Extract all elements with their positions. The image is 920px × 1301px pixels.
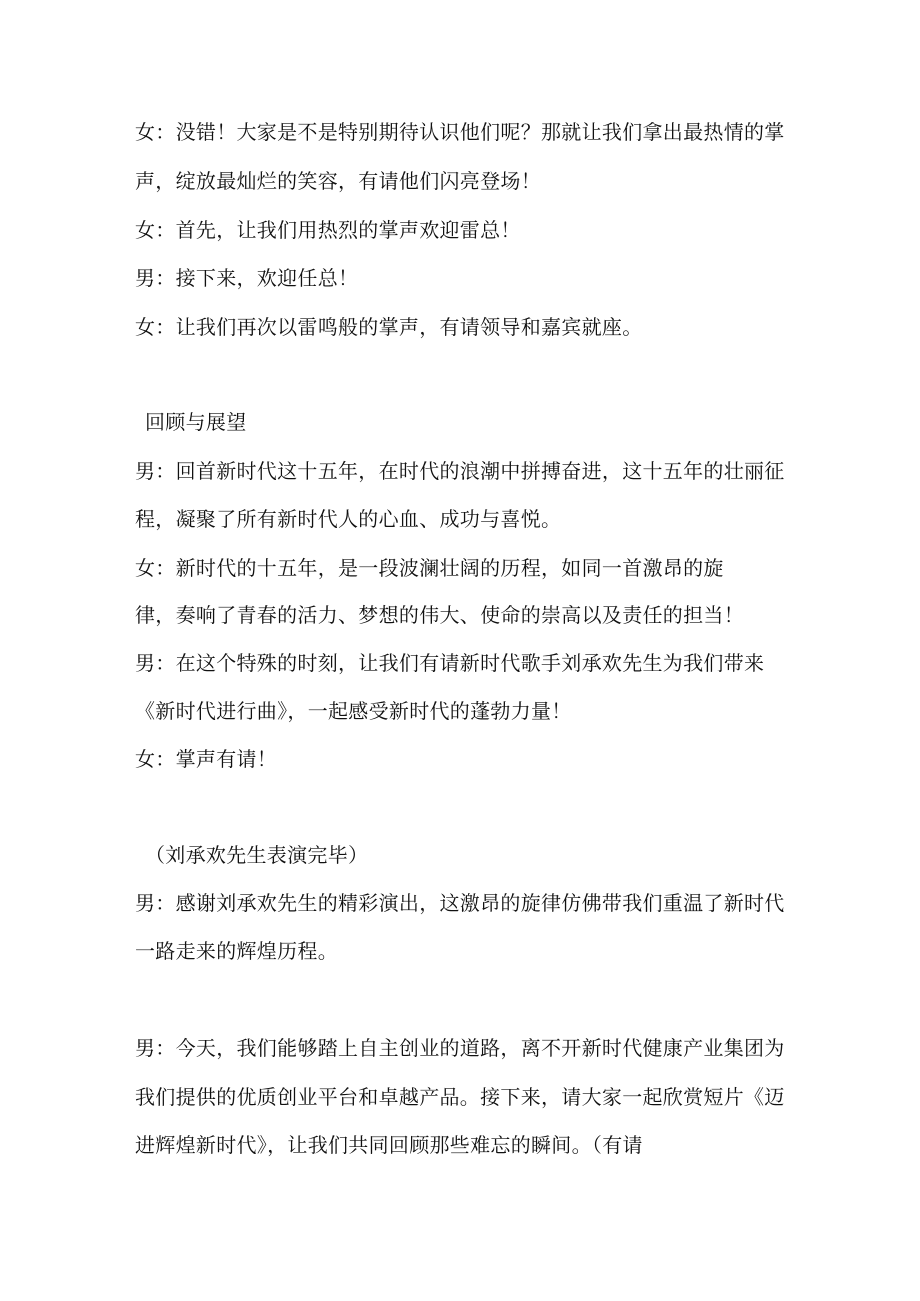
dialogue-line: 我们提供的优质创业平台和卓越产品。接下来，请大家一起欣赏短片《迈 xyxy=(135,1085,785,1109)
dialogue-line: 女：没错！大家是不是特别期待认识他们呢？那就让我们拿出最热情的掌 xyxy=(135,120,785,144)
stage-direction: （刘承欢先生表演完毕） xyxy=(145,843,369,867)
dialogue-line: 《新时代进行曲》，一起感受新时代的蓬勃力量！ xyxy=(135,699,572,723)
dialogue-line: 男：在这个特殊的时刻，让我们有请新时代歌手刘承欢先生为我们带来 xyxy=(135,651,765,675)
dialogue-line: 律，奏响了青春的活力、梦想的伟大、使命的崇高以及责任的担当！ xyxy=(135,603,744,627)
dialogue-line: 女：掌声有请！ xyxy=(135,747,278,771)
dialogue-line: 女：让我们再次以雷鸣般的掌声，有请领导和嘉宾就座。 xyxy=(135,315,643,339)
dialogue-line: 程，凝聚了所有新时代人的心血、成功与喜悦。 xyxy=(135,507,562,531)
dialogue-line: 男：今天，我们能够踏上自主创业的道路，离不开新时代健康产业集团为 xyxy=(135,1036,785,1060)
section-heading: 回顾与展望 xyxy=(145,410,247,434)
dialogue-line: 男：接下来，欢迎任总！ xyxy=(135,266,359,290)
dialogue-line: 女：新时代的十五年，是一段波澜壮阔的历程，如同一首激昂的旋 xyxy=(135,556,724,580)
dialogue-line: 女：首先，让我们用热烈的掌声欢迎雷总！ xyxy=(135,218,521,242)
dialogue-line: 一路走来的辉煌历程。 xyxy=(135,939,338,963)
dialogue-line: 男：感谢刘承欢先生的精彩演出，这激昂的旋律仿佛带我们重温了新时代 xyxy=(135,891,785,915)
dialogue-line: 进辉煌新时代》，让我们共同回顾那些难忘的瞬间。（有请 xyxy=(135,1133,643,1157)
dialogue-line: 声，绽放最灿烂的笑容，有请他们闪亮登场！ xyxy=(135,169,541,193)
dialogue-line: 男：回首新时代这十五年，在时代的浪潮中拼搏奋进，这十五年的壮丽征 xyxy=(135,459,785,483)
